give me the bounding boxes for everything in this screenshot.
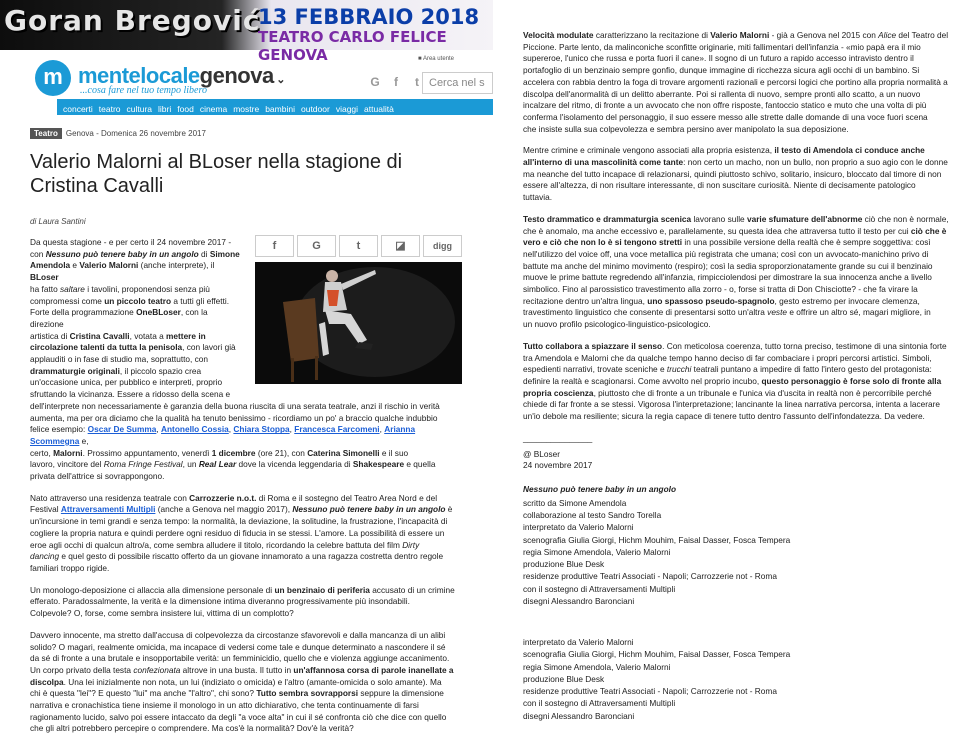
text-line: travestimento linguistico che consente di presentarsi sotto un'altra veste e offrire un altro sé, magari migliore, in bbox=[523, 307, 931, 318]
nav-item-food[interactable]: food bbox=[177, 104, 194, 114]
nav-item-outdoor[interactable]: outdoor bbox=[300, 104, 330, 114]
text-line: efferato. Paradossalmente, la verità e la dimensione intima diveranno progressivamente più insondabili. bbox=[30, 596, 410, 607]
credit-line: con il sostegno di Attraversamenti Multipli bbox=[523, 698, 676, 709]
credit-line: produzione Blue Desk bbox=[523, 559, 605, 570]
text-line: Da questa stagione - e per certo il 24 novembre 2017 - bbox=[30, 237, 232, 247]
text-line: Nato attraverso una residenza teatrale con Carrozzerie n.o.t. di Roma e il sostegno del Teatro Area Nord e del bbox=[30, 492, 438, 503]
text-line: Un monologo-deposizione ci allaccia alla dimensione personale di un benzinaio di periferia accusato di un crimine bbox=[30, 584, 455, 595]
credit-line: con il sostegno di Attraversamenti Multipli bbox=[523, 583, 676, 594]
credit-line: scritto da Simone Amendola bbox=[523, 497, 627, 508]
banner-artist: Goran Bregović bbox=[4, 4, 261, 37]
text-line: Testo drammatico e drammaturgia scenica lavorano sulle varie sfumature dell'abnorme ciò che non è normale, bbox=[523, 213, 949, 224]
nav-item-attualita[interactable]: attualità bbox=[364, 104, 394, 114]
credit-line: interpretato da Valerio Malorni bbox=[523, 522, 634, 533]
text-line: all'interno di una mascolinità come tante: non certo un macho, non un bullo, non proprio a suo agio con le donne bbox=[523, 157, 948, 168]
article-body-continued bbox=[523, 30, 963, 608]
text-line: Amendola e Valerio Malorni (anche interprete), il BLoser bbox=[30, 260, 215, 283]
nav-item-mostre[interactable]: mostre bbox=[233, 104, 260, 114]
text-line: che insiste sulla sua colpevolezza e sembra persino aver manipolato la sua deposizione. bbox=[523, 123, 849, 134]
text-line: privata dell'attrice si sovrappongono. bbox=[30, 471, 165, 482]
text-line: supereroe, l'unico che russa e porta fuori il cane». Il sogno di un futuro a rapido accesso intravisto dentro il bbox=[523, 53, 914, 64]
google-share-button[interactable]: G bbox=[297, 235, 336, 257]
text-line: un'occasione unica, per pubblico e interpreti, proprio bbox=[30, 377, 223, 388]
credits bbox=[523, 498, 963, 609]
text-line: drammaturgie originali, il piccolo spazio crea bbox=[30, 365, 202, 376]
header-social-icons bbox=[366, 72, 429, 94]
credit-line: residenze produttive Teatri Associati - Napoli; Carrozzerie not - Roma bbox=[523, 686, 777, 697]
text-line: nell'utilizzo del voice off, una voce metallica più registrata che umana; così con un avvocato-manichino privo di bbox=[523, 248, 929, 259]
nav-item-cultura[interactable]: cultura bbox=[126, 104, 153, 114]
text-line: Mentre crimine e criminale vengono associati alla propria esistenza, il testo di Amendola ci conduce anche bbox=[523, 145, 925, 156]
text-line: portafoglio di un benzinaio sempre gonfio, dunque immagine di ricchezza sicura agli occhi di un bambino. Si bbox=[523, 65, 920, 76]
separator: _______________ bbox=[523, 432, 593, 443]
article-paragraph-1-wrapped bbox=[30, 237, 240, 401]
nav-item-teatro[interactable]: teatro bbox=[98, 104, 121, 114]
text-line: discolpa dell'anormalità di un delitto aberrante. Poi si rallenta di nuovo, sempre pronti allo scatto, a un nuovo bbox=[523, 88, 921, 99]
digg-share-button[interactable]: digg bbox=[423, 235, 462, 257]
credit-line: collaborazione al testo Sandro Torella bbox=[523, 509, 662, 520]
text-line: ha fatto saltare i tavolini, proponendosi senza più bbox=[30, 283, 210, 294]
nav-item-concerti[interactable]: concerti bbox=[63, 104, 93, 114]
text-line: familiari troppo rigide. bbox=[30, 562, 110, 573]
text-line: chi è questa "lei"? E questo "lui" ma anche "l'altro", chi sono? Tutto sembra sovrapporsi seppure la dimensione bbox=[30, 688, 444, 699]
text-line: incalzare del ritmo, di fronte a un avvocato che non offre risposte, fantoccio statico e muto che una volta di più bbox=[523, 100, 927, 111]
text-line: ragionamento lucido, salvo poi essere intaccato da degli "a voce alta" in cui il sé confronta ciò che dice con quello bbox=[30, 711, 447, 722]
text-line: Davvero innocente, ma stretto dall'accusa di colpevolezza da circostanze sfavorevoli e dalla mancanza di un alibi bbox=[30, 629, 446, 640]
text-line: cogliere la propria natura e quindi perdere ogni residuo di fiducia in se stessi. L'amore. La possibilità di essere un bbox=[30, 527, 445, 538]
category-badge[interactable]: Teatro bbox=[30, 128, 62, 139]
logo-city: genova bbox=[199, 63, 274, 88]
article-meta bbox=[30, 128, 463, 142]
credit-line: residenze produttive Teatri Associati - Napoli; Carrozzerie not - Roma bbox=[523, 571, 777, 582]
text-line: dell'interprete non necessariamente è garanzia della buona riuscita di una serata teatrale, anzi il rischio in verità bbox=[30, 400, 440, 411]
text-line: che gli altri potrebbero percepire o comprendere. Ma cos'è la normalità? Dov'è la verità? bbox=[30, 723, 354, 734]
signoff-date: 24 novembre 2017 bbox=[523, 460, 593, 471]
nav-item-viaggi[interactable]: viaggi bbox=[335, 104, 359, 114]
user-icon: ■ bbox=[418, 56, 423, 62]
text-line: Colpevole? O, forse, come sembra insistere lui, vittima di un complotto? bbox=[30, 608, 294, 619]
site-tagline: ...cosa fare nel tuo tempo libero bbox=[80, 85, 208, 96]
credit-line: disegni Alessandro Baronciani bbox=[523, 595, 635, 606]
text-line: lavoro, vincitore del Roma Fringe Festival, un Real Lear dove la vicenda leggendaria di Shakespeare e quella bbox=[30, 459, 436, 470]
text-line: un'io debole ma resiliente; sicura la regia capace di tenere tutto dentro l'assunto dell'infondatezza. Da vedere. bbox=[523, 411, 925, 422]
text-line: battute ma anche del minimo movimento (respiro); così la sedia sproporzionatamente grande su cui il benzinaio bbox=[523, 260, 933, 271]
text-line: un nuovo profilo psicologico-linguistico-psicologico. bbox=[523, 319, 711, 330]
link-antonello-cossia[interactable]: Antonello Cossia bbox=[161, 424, 229, 435]
credits-duplicate bbox=[523, 636, 963, 722]
article-author: di Laura Santini bbox=[30, 217, 86, 226]
site-header bbox=[0, 52, 493, 98]
article-title: Valerio Malorni al BLoser nella stagione di Cristina Cavalli bbox=[30, 151, 403, 197]
article-continuation-clip bbox=[508, 0, 980, 733]
text-line: conferma l'isolamento del personaggio, il suo essere messo alle strette dalle domande di una voce fuori scena bbox=[523, 111, 928, 122]
text-line: Un corpo privato della testa confezionata altrove in una busta. Il tutto in un'affannosa corsa di parole inanellate a bbox=[30, 664, 454, 675]
credit-line: regia Simone Amendola, Valerio Malorni bbox=[523, 661, 671, 672]
text-line: accelera con rabbia dentro la foga di trovare argomenti razionali e percorsi logici che portino alla propria normalità a bbox=[523, 76, 948, 87]
credit-line: disegni Alessandro Baronciani bbox=[523, 710, 635, 721]
link-oscar-de-summa[interactable]: Oscar De Summa bbox=[87, 424, 157, 435]
article-paragraph-8 bbox=[523, 341, 963, 423]
text-line: felice esempio: Oscar De Summa, Antonello Cossia, Chiara Stoppa, Francesca Farcomeni, Arianna Scommegna e, bbox=[30, 424, 416, 446]
article-paragraph-6 bbox=[523, 145, 963, 204]
category-navbar bbox=[57, 99, 493, 115]
delicious-share-button[interactable]: ◪ bbox=[381, 235, 420, 257]
article bbox=[30, 128, 463, 745]
article-body bbox=[30, 237, 463, 735]
link-chiara-stoppa[interactable]: Chiara Stoppa bbox=[233, 424, 290, 435]
link-arianna-scommegna[interactable]: Arianna Scommegna bbox=[30, 424, 416, 446]
logo-main: mentelocale bbox=[78, 63, 200, 88]
credit-line: scenografia Giulia Giorgi, Hichm Mouhim, Faisal Dasser, Fosca Tempera bbox=[523, 649, 791, 660]
text-line: espedienti narrativi, trovate sceniche e trucchi teatrali puntano a impedire di fatto l'intero gesto del protagonista: bbox=[523, 364, 932, 375]
text-line: Forte della programmazione OneBLoser, con la direzione bbox=[30, 307, 208, 329]
twitter-icon[interactable]: t bbox=[415, 75, 419, 89]
text-line: essere all'altezza, di non risultare interessante, di non suscitare curiosità. Niente di decisamente patologico bbox=[523, 180, 916, 191]
text-line: certo, Malorni. Prossimo appuntamento, venerdì 1 dicembre (ore 21), con Caterina Simonelli e il suo bbox=[30, 447, 409, 458]
text-line: simbolico. Fino al parossistico travestimento alla zorro - o, forse si tratta di Don Chisciotte? - che fa virare la bbox=[523, 284, 918, 295]
credit-line: scenografia Giulia Giorgi, Hichm Mouhim, Faisal Dasser, Fosca Tempera bbox=[523, 534, 791, 545]
text-line: applauditi o in fase di studio ma, soprattutto, con bbox=[30, 354, 209, 365]
text-line: artistica di Cristina Cavalli, votata a mettere in bbox=[30, 330, 206, 341]
text-line: Tutto collabora a spiazzare il senso. Con meticolosa coerenza, tutto torna preciso, testimone di una sintonia forte bbox=[523, 340, 947, 351]
text-line: un'incursione in temi grandi e senza tempo: la normalità, la deviazione, la solitudine, la frustrazione, l'incapacità di bbox=[30, 516, 448, 527]
article-paragraph-2 bbox=[30, 493, 462, 575]
text-line: definire la realtà e scagionarsi. Come avvolto nel proprio incubo, questo personaggio è forse solo di fronte alla bbox=[523, 375, 942, 386]
facebook-icon[interactable]: f bbox=[394, 75, 398, 89]
text-line: aumenta, ma per ora diciamo che la qualità ha tenuto benissimo - ricordiamo un po' a braccio qualche indubbio bbox=[30, 412, 438, 423]
twitter-share-button[interactable]: t bbox=[339, 235, 378, 257]
show-title: Nessuno può tenere baby in un angolo bbox=[523, 483, 677, 494]
text-line: muove le prime battute regredendo all'infanzia, rimpicciolendosi per dimostrare la sua innocenza anche a livello bbox=[523, 272, 932, 283]
article-page-clip bbox=[0, 0, 493, 733]
text-line: ma neanche del tutto incapace di relazionarsi, quindi piuttosto schivo, solitario, insicuro, bloccato dal timore di non bbox=[523, 168, 942, 179]
text-line: chiede di far fronte a se stessi. Vigorosa l'interpretazione; lancinante la linea narrativa percorsa, intenta a lacerare bbox=[523, 399, 940, 410]
text-line: Velocità modulate caratterizzano la recitazione di Valerio Malorni - già a Genova nel 2015 con Alice del Teatro del bbox=[523, 30, 949, 40]
text-line: solido? O magari, realmente omicida, ma incapace di vedersi come tale e dunque determinato a nascondere il sé bbox=[30, 641, 446, 652]
user-area-link[interactable]: ■ Area utente bbox=[418, 56, 454, 62]
article-paragraph-7 bbox=[523, 214, 963, 331]
text-line: compromessi come un piccolo teatro a tutti gli effetti. bbox=[30, 295, 230, 306]
text-line: Festival Attraversamenti Multipli (anche a Genova nel maggio 2017), Nessuno può tenere baby in un angolo è bbox=[30, 504, 453, 515]
article-paragraph-3 bbox=[30, 585, 462, 620]
credit-line: produzione Blue Desk bbox=[523, 673, 605, 684]
text-line: da sé di fronte a una brutale e insopportabile verità: un femminicidio, quello che e violenza aggiunge accanimento. bbox=[30, 653, 450, 664]
text-line: vero e ciò che non lo è si tengono stretti in una possibile versione della realtà che è sempre soggettiva: così bbox=[523, 237, 931, 248]
chevron-down-icon[interactable]: ⌄ bbox=[273, 74, 285, 86]
text-line: propria coscienza, piuttosto che di fronte a un tribunale e l'unica via d'uscita in realtà non è percorribile perché bbox=[523, 387, 932, 398]
signoff-venue: @ BLoser bbox=[523, 448, 561, 459]
text-line: circolazione talenti da tutta la penisola, con lavori già bbox=[30, 342, 236, 353]
article-paragraph-1-wide bbox=[30, 401, 462, 483]
text-line: discolpa. Una lei inizialmente non nota, un lui (indiziato o omicida) e l'altro (amante-omicida o solo amante). Ma bbox=[30, 676, 442, 687]
text-line: Piccione. Parte lento, da malinconiche sconfitte originarie, miti fallimentari dell'infanzia - «mio papà era il mio bbox=[523, 41, 921, 52]
facebook-share-button[interactable]: f bbox=[255, 235, 294, 257]
article-paragraph-5 bbox=[523, 30, 963, 135]
logo-icon[interactable]: m bbox=[35, 60, 71, 96]
link-francesca-farcomeni[interactable]: Francesca Farcomeni bbox=[294, 424, 380, 435]
banner-date: 13 FEBBRAIO 2018 bbox=[258, 5, 480, 29]
text-line: sfruttando la vicinanza. Essere a ridosso della scena e bbox=[30, 389, 231, 400]
credit-line: regia Simone Amendola, Valerio Malorni bbox=[523, 546, 671, 557]
text-line: dancing e quel gesto di possibile riscatto offerto da un giovane innamorato a una ragazza costretta dentro regole bbox=[30, 551, 444, 562]
text-line: narrativa e cronachistica tiene insieme il monologo in un atto dichiarativo, che tenta continuamente di farsi bbox=[30, 700, 419, 711]
search-input[interactable]: Cerca nel s bbox=[422, 72, 493, 94]
nav-item-libri[interactable]: libri bbox=[158, 104, 172, 114]
text-line: recitazione dentro un'altra lingua, uno spassoso pseudo-spagnolo, gesto estremo per invocare clemenza, bbox=[523, 295, 920, 306]
banner-venue: TEATRO CARLO FELICE GENOVA bbox=[258, 28, 447, 64]
text-line: eroe agli occhi di qualcun altro/a, come sembra alludere il titolo, ricordando la celebre battuta del film Dirty bbox=[30, 539, 420, 550]
nav-item-cinema[interactable]: cinema bbox=[199, 104, 228, 114]
article-paragraph-4 bbox=[30, 630, 462, 735]
text-line: con Nessuno può tenere baby in un angolo di Simone bbox=[30, 248, 240, 259]
google-icon[interactable]: G bbox=[370, 75, 380, 89]
text-line: tra Amendola e Malorni che da qualche tempo hanno deciso di far combaciare i propri percorsi artistici. Simboli, bbox=[523, 352, 932, 363]
article-dateline: Genova - Domenica 26 novembre 2017 bbox=[65, 129, 206, 138]
text-line: che è anomalo, ma anche eccessivo e, parallelamente, su questa idea che attraversa tutto il testo per cui ciò che è bbox=[523, 225, 947, 236]
link-attraversamenti-multipli[interactable]: Attraversamenti Multipli bbox=[60, 504, 156, 515]
nav-item-bambini[interactable]: bambini bbox=[265, 104, 295, 114]
text-line: tuttavia. bbox=[523, 192, 553, 203]
credit-line: interpretato da Valerio Malorni bbox=[523, 637, 634, 647]
